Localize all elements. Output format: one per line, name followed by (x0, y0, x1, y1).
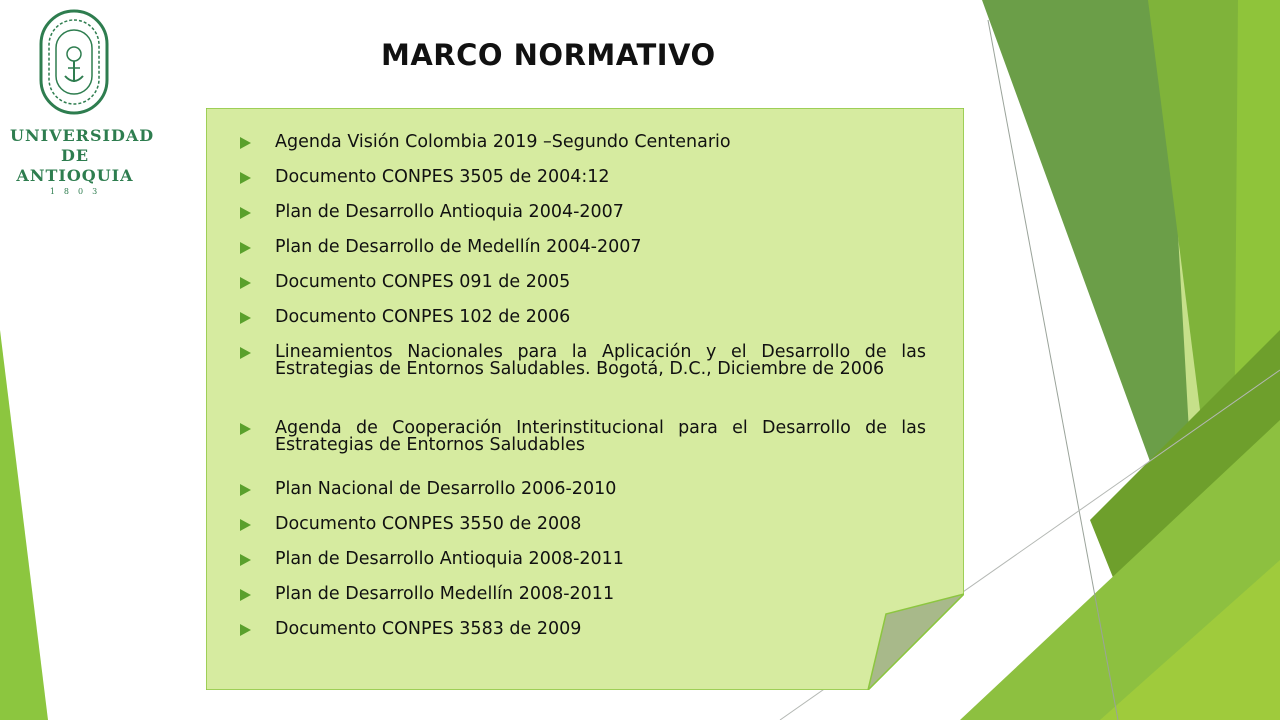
list-item (240, 169, 926, 186)
arrow-bullet-icon (240, 242, 251, 254)
list-item (240, 204, 926, 221)
list-item (240, 134, 926, 151)
list-item-text: Agenda Visión Colombia 2019 –Segundo Centenario (275, 132, 731, 152)
arrow-bullet-icon (240, 519, 251, 531)
list-item-text: Plan Nacional de Desarrollo 2006-2010 (275, 479, 617, 499)
list-item-text: Plan de Desarrollo Medellín 2008-2011 (275, 584, 615, 604)
list-item-text: Lineamientos Nacionales para la Aplicación y el Desarrollo de las Estrategias de Entornos Saludables. Bogotá, D.C., Diciembre de 2006 (275, 342, 926, 379)
list-item-text: Plan de Desarrollo Antioquia 2008-2011 (275, 549, 624, 569)
slide-title: MARCO NORMATIVO (381, 38, 716, 72)
list-item (240, 344, 926, 378)
university-seal-icon (38, 8, 110, 116)
university-logo (10, 8, 155, 196)
arrow-bullet-icon (240, 484, 251, 496)
list-item-text: Documento CONPES 3505 de 2004:12 (275, 167, 610, 187)
list-item-text: Documento CONPES 3583 de 2009 (275, 619, 582, 639)
list-item (240, 621, 926, 638)
arrow-bullet-icon (240, 277, 251, 289)
list-item-text: Plan de Desarrollo de Medellín 2004-2007 (275, 237, 642, 257)
arrow-bullet-icon (240, 423, 251, 435)
arrow-bullet-icon (240, 172, 251, 184)
arrow-bullet-icon (240, 207, 251, 219)
list-item-text: Agenda de Cooperación Interinstitucional para el Desarrollo de las Estrategias de Entornos Saludables (275, 418, 926, 455)
logo-year: 1803 (49, 187, 107, 196)
list-item-text: Documento CONPES 102 de 2006 (275, 307, 571, 327)
list-item (240, 309, 926, 326)
arrow-bullet-icon (240, 347, 251, 359)
list-item (240, 481, 926, 498)
list-item (240, 239, 926, 256)
list-item (240, 586, 926, 603)
list-item-text: Documento CONPES 3550 de 2008 (275, 514, 582, 534)
arrow-bullet-icon (240, 137, 251, 149)
arrow-bullet-icon (240, 554, 251, 566)
list-item (240, 420, 926, 454)
list-item (240, 274, 926, 291)
left-green-sliver (0, 330, 48, 720)
logo-wordmark-line1: UNIVERSIDAD (10, 126, 155, 145)
list-item-text: Plan de Desarrollo Antioquia 2004-2007 (275, 202, 624, 222)
list-item-text: Documento CONPES 091 de 2005 (275, 272, 571, 292)
list-item (240, 516, 926, 533)
arrow-bullet-icon (240, 312, 251, 324)
logo-wordmark-line2: DE ANTIOQUIA (16, 146, 134, 185)
list-item (240, 551, 926, 568)
arrow-bullet-icon (240, 589, 251, 601)
arrow-bullet-icon (240, 624, 251, 636)
